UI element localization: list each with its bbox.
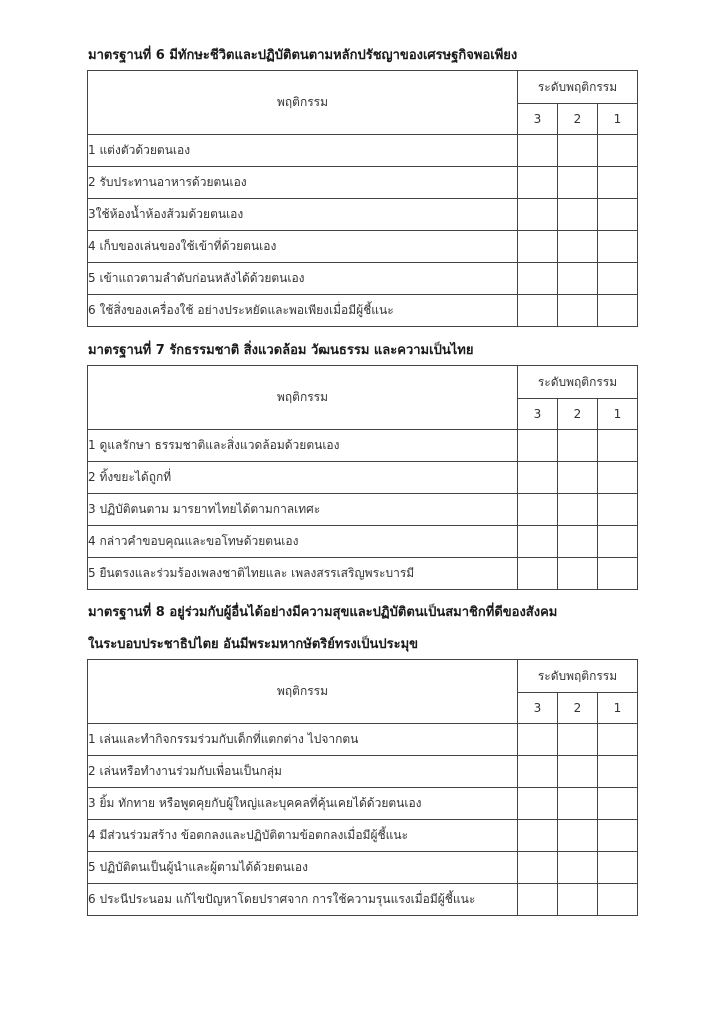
score-1-cell — [598, 526, 638, 558]
score-1-cell — [598, 231, 638, 263]
behavior-item: 4 กล่าวคำขอบคุณและขอโทษด้วยตนเอง — [88, 526, 518, 558]
table-row — [88, 756, 638, 788]
score-1-cell — [598, 462, 638, 494]
table-row — [88, 167, 638, 199]
section-6-table — [87, 70, 638, 327]
score-3-cell — [518, 462, 558, 494]
score-1-header: 1 — [598, 399, 638, 430]
score-2-cell — [558, 494, 598, 526]
behavior-item: 1 ดูแลรักษา ธรรมชาติและสิ่งแวดล้อมด้วยตนเอง — [88, 430, 518, 462]
behavior-item: 6 ใช้สิ่งของเครื่องใช้ อย่างประหยัดและพอเพียงเมื่อมีผู้ชี้แนะ — [88, 295, 518, 327]
table-row — [88, 199, 638, 231]
score-3-header: 3 — [518, 693, 558, 724]
behavior-item: 3 ยิ้ม ทักทาย หรือพูดคุยกับผู้ใหญ่และบุคคลที่คุ้นเคยได้ด้วยตนเอง — [88, 788, 518, 820]
table-row — [88, 526, 638, 558]
section-7-table — [87, 365, 638, 590]
score-3-cell — [518, 852, 558, 884]
behavior-item: 2 ทิ้งขยะได้ถูกที่ — [88, 462, 518, 494]
score-2-cell — [558, 263, 598, 295]
score-3-cell — [518, 494, 558, 526]
score-2-cell — [558, 231, 598, 263]
behavior-header: พฤติกรรม — [88, 660, 518, 724]
score-1-cell — [598, 199, 638, 231]
behavior-item: 3ใช้ห้องน้ำห้องส้วมด้วยตนเอง — [88, 199, 518, 231]
score-2-cell — [558, 199, 598, 231]
score-3-cell — [518, 231, 558, 263]
score-3-cell — [518, 295, 558, 327]
score-2-cell — [558, 167, 598, 199]
score-2-header: 2 — [558, 399, 598, 430]
behavior-item: 5 ยืนตรงและร่วมร้องเพลงชาติไทยและ เพลงสรรเสริญพระบารมี — [88, 558, 518, 590]
section-8-title: มาตรฐานที่ 8 อยู่ร่วมกับผู้อื่นได้อย่างมีความสุขและปฏิบัติตนเป็นสมาชิกที่ดีของสังคม — [88, 605, 558, 620]
table-row — [88, 462, 638, 494]
score-2-cell — [558, 558, 598, 590]
score-3-header: 3 — [518, 399, 558, 430]
score-1-cell — [598, 820, 638, 852]
score-3-cell — [518, 263, 558, 295]
score-2-cell — [558, 788, 598, 820]
score-3-cell — [518, 724, 558, 756]
behavior-item: 2 รับประทานอาหารด้วยตนเอง — [88, 167, 518, 199]
score-1-cell — [598, 558, 638, 590]
score-3-cell — [518, 788, 558, 820]
score-1-cell — [598, 263, 638, 295]
section-7-title: มาตรฐานที่ 7 รักธรรมชาติ สิ่งแวดล้อม วัฒนธรรม และความเป็นไทย — [88, 343, 474, 358]
score-1-cell — [598, 788, 638, 820]
score-3-header: 3 — [518, 104, 558, 135]
table-row — [88, 494, 638, 526]
score-1-cell — [598, 135, 638, 167]
table-row — [88, 558, 638, 590]
score-3-cell — [518, 135, 558, 167]
score-2-cell — [558, 884, 598, 916]
behavior-header: พฤติกรรม — [88, 71, 518, 135]
score-1-cell — [598, 167, 638, 199]
level-header: ระดับพฤติกรรม — [518, 366, 638, 399]
behavior-header: พฤติกรรม — [88, 366, 518, 430]
score-2-header: 2 — [558, 104, 598, 135]
table-row — [88, 884, 638, 916]
table-row — [88, 263, 638, 295]
behavior-item: 4 เก็บของเล่นของใช้เข้าที่ด้วยตนเอง — [88, 231, 518, 263]
table-row — [88, 231, 638, 263]
score-2-cell — [558, 462, 598, 494]
score-2-cell — [558, 820, 598, 852]
score-1-cell — [598, 724, 638, 756]
score-3-cell — [518, 167, 558, 199]
score-1-cell — [598, 852, 638, 884]
score-2-cell — [558, 135, 598, 167]
level-header: ระดับพฤติกรรม — [518, 660, 638, 693]
score-1-cell — [598, 430, 638, 462]
behavior-item: 4 มีส่วนร่วมสร้าง ข้อตกลงและปฏิบัติตามข้อตกลงเมื่อมีผู้ชี้แนะ — [88, 820, 518, 852]
table-row — [88, 430, 638, 462]
section-8-table — [87, 659, 638, 916]
behavior-item: 3 ปฏิบัติตนตาม มารยาทไทยได้ตามกาลเทศะ — [88, 494, 518, 526]
score-1-header: 1 — [598, 104, 638, 135]
table-row — [88, 135, 638, 167]
score-2-cell — [558, 526, 598, 558]
score-1-header: 1 — [598, 693, 638, 724]
score-1-cell — [598, 494, 638, 526]
behavior-item: 5 เข้าแถวตามลำดับก่อนหลังได้ด้วยตนเอง — [88, 263, 518, 295]
score-1-cell — [598, 295, 638, 327]
score-2-cell — [558, 756, 598, 788]
table-row — [88, 788, 638, 820]
section-8-title-line2: ในระบอบประชาธิปไตย อันมีพระมหากษัตริย์ทรงเป็นประมุข — [88, 637, 419, 652]
score-3-cell — [518, 820, 558, 852]
behavior-item: 2 เล่นหรือทำงานร่วมกับเพื่อนเป็นกลุ่ม — [88, 756, 518, 788]
score-2-cell — [558, 295, 598, 327]
table-row — [88, 295, 638, 327]
score-3-cell — [518, 558, 558, 590]
score-1-cell — [598, 884, 638, 916]
score-3-cell — [518, 526, 558, 558]
table-row — [88, 724, 638, 756]
score-3-cell — [518, 430, 558, 462]
score-2-cell — [558, 724, 598, 756]
table-row — [88, 852, 638, 884]
score-1-cell — [598, 756, 638, 788]
score-3-cell — [518, 199, 558, 231]
table-row — [88, 820, 638, 852]
behavior-item: 6 ประนีประนอม แก้ไขปัญหาโดยปราศจาก การใช้ความรุนแรงเมื่อมีผู้ชี้แนะ — [88, 884, 518, 916]
behavior-item: 1 แต่งตัวด้วยตนเอง — [88, 135, 518, 167]
score-3-cell — [518, 756, 558, 788]
section-6-title: มาตรฐานที่ 6 มีทักษะชีวิตและปฏิบัติตนตามหลักปรัชญาของเศรษฐกิจพอเพียง — [88, 48, 518, 63]
behavior-item: 1 เล่นและทำกิจกรรมร่วมกับเด็กที่แตกต่าง ไปจากตน — [88, 724, 518, 756]
behavior-item: 5 ปฏิบัติตนเป็นผู้นำและผู้ตามได้ด้วยตนเอง — [88, 852, 518, 884]
score-2-cell — [558, 430, 598, 462]
score-3-cell — [518, 884, 558, 916]
score-2-cell — [558, 852, 598, 884]
score-2-header: 2 — [558, 693, 598, 724]
level-header: ระดับพฤติกรรม — [518, 71, 638, 104]
